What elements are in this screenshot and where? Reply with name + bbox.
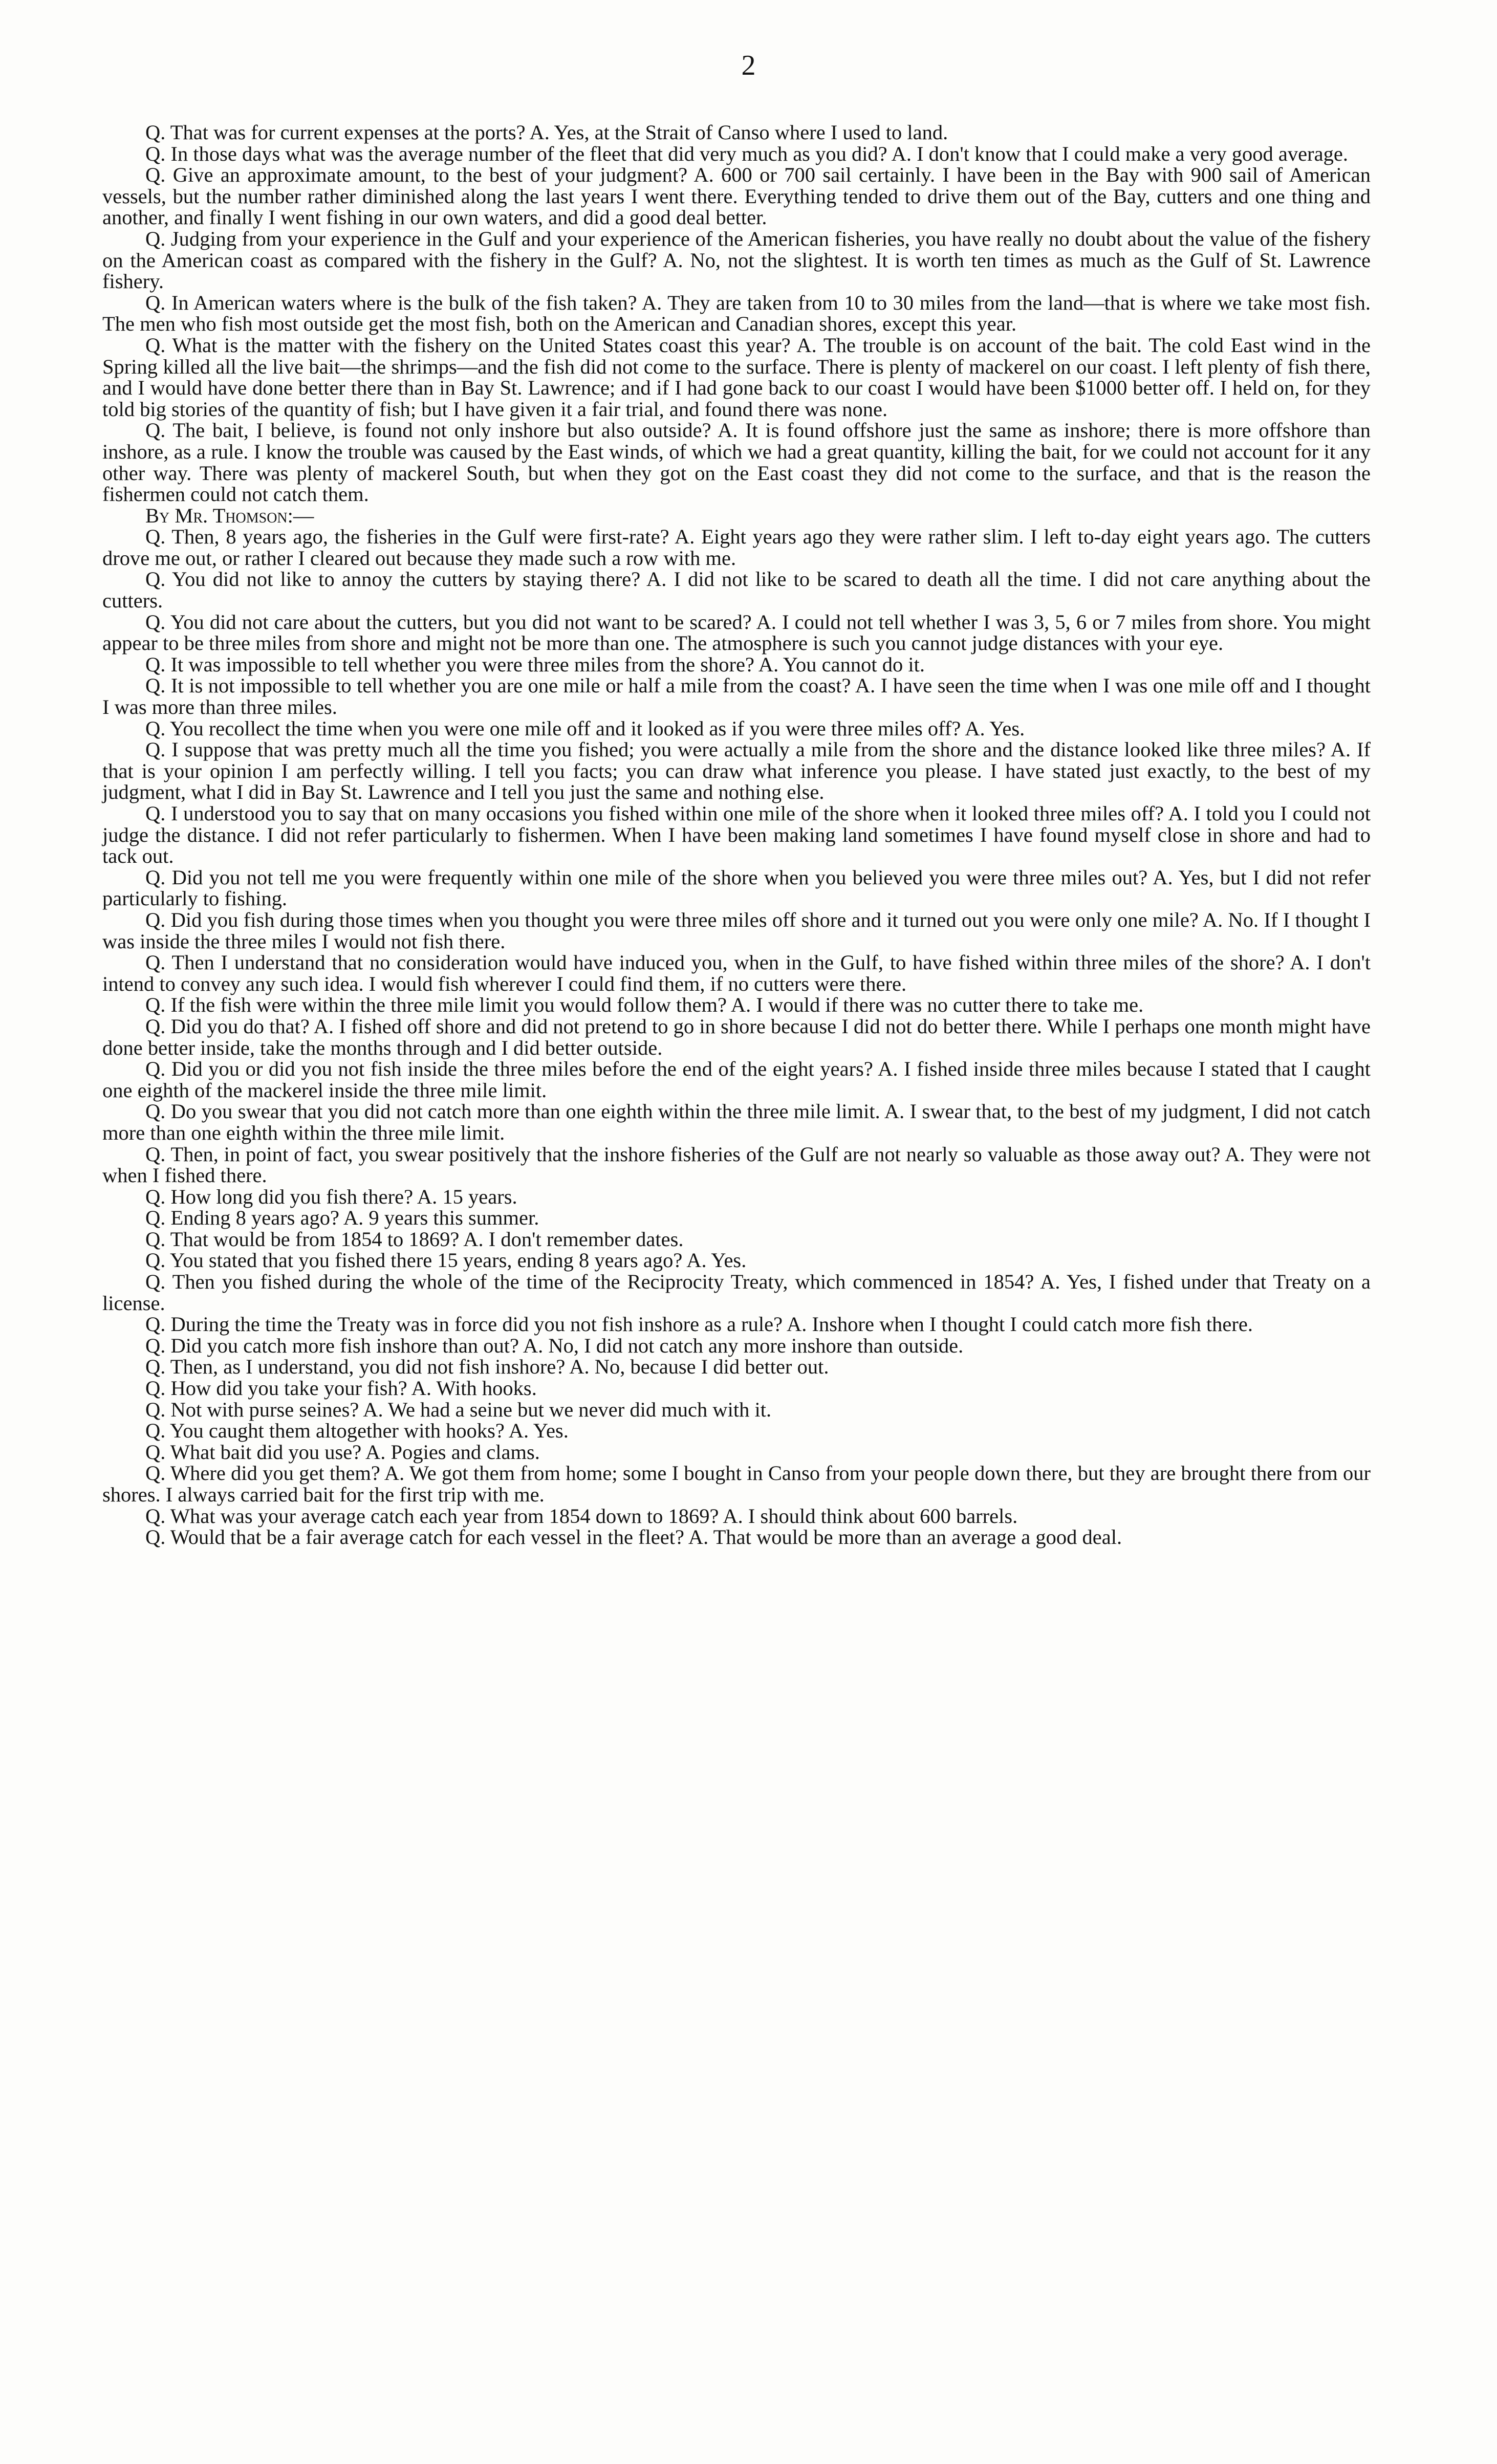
speaker-heading: By Mr. Thomson:—: [145, 504, 314, 527]
testimony-paragraph: Q. Do you swear that you did not catch more than one eighth within the three mile limit. A. I swear that, to the best of my judgment, I did not catch more than one eighth within the three mile limit.: [102, 1100, 1371, 1144]
testimony-paragraph: Q. I suppose that was pretty much all the time you fished; you were actually a mile from the shore and the distance looked like three miles? A. If that is your opinion I am perfectly willing. I tell you facts; you can draw what inference you please. I have stated just exactly, to the best of my judgment, what I did in Bay St. Lawrence and I tell you just the same and nothing else.: [102, 738, 1371, 804]
testimony-paragraph: Q. Where did you get them? A. We got them from home; some I bought in Canso from your people down there, but they are brought there from our shores. I always carried bait for the first trip with me.: [102, 1462, 1371, 1506]
testimony-paragraph: Q. During the time the Treaty was in force did you not fish inshore as a rule? A. Inshore when I thought I could catch more fish there.: [145, 1313, 1253, 1336]
testimony-paragraph: Q. What bait did you use? A. Pogies and clams.: [145, 1440, 540, 1464]
testimony-paragraph: Q. Then, 8 years ago, the fisheries in the Gulf were first-rate? A. Eight years ago they were rather slim. I left to-day eight years ago. The cutters drove me out, or rather I cleared out because they made such a row with me.: [102, 525, 1371, 570]
testimony-paragraph: Q. Did you or did you not fish inside the three miles before the end of the eight years? A. I fished inside three miles because I stated that I caught one eighth of the mackerel inside the three mile limit.: [102, 1057, 1371, 1102]
testimony-paragraph: Q. It was impossible to tell whether you were three miles from the shore? A. You cannot do it.: [145, 652, 925, 676]
testimony-paragraph: Q. I understood you to say that on many occasions you fished within one mile of the shore when it looked three miles off? A. I told you I could not judge the distance. I did not refer particularly to fishermen. When I have been making land sometimes I have found myself close in shore and had to tack out.: [102, 802, 1371, 868]
testimony-paragraph: Q. You recollect the time when you were one mile off and it looked as if you were three miles off? A. Yes.: [145, 716, 1025, 740]
testimony-paragraph: Q. You caught them altogether with hooks? A. Yes.: [145, 1419, 569, 1443]
testimony-paragraph: Q. Then you fished during the whole of the time of the Reciprocity Treaty, which commenced in 1854? A. Yes, I fished under that Treaty on a license.: [102, 1270, 1371, 1315]
testimony-paragraph: Q. You stated that you fished there 15 years, ending 8 years ago? A. Yes.: [145, 1249, 747, 1272]
testimony-paragraph: Q. Give an approximate amount, to the best of your judgment? A. 600 or 700 sail certainly. I have been in the Bay with 900 sail of American vessels, but the number rather diminished along the last years I went there. Everything tended to drive them out of the Bay, cutters and one thing and another, and finally I went fishing in our own waters, and did a good deal better.: [102, 163, 1371, 229]
testimony-paragraph: Q. If the fish were within the three mile limit you would follow them? A. I would if there was no cutter there to take me.: [145, 993, 1144, 1017]
testimony-paragraph: Q. The bait, I believe, is found not only inshore but also outside? A. It is found offshore just the same as inshore; there is more offshore than inshore, as a rule. I know the trouble was caused by the East winds, of which we had a great quantity, killing the bait, for we could not account for it any other way. There was plenty of mackerel South, but when they got on the East coast they did not come to the surface, and that is the reason the fishermen could not catch them.: [102, 419, 1371, 506]
testimony-paragraph: Q. You did not like to annoy the cutters by staying there? A. I did not like to be scared to death all the time. I did not care anything about the cutters.: [102, 568, 1371, 613]
testimony-paragraph: Q. Did you fish during those times when you thought you were three miles off shore and it turned out you were only one mile? A. No. If I thought I was inside the three miles I would not fish there.: [102, 908, 1371, 953]
text-body: [102, 122, 1371, 1548]
page-number: 2: [741, 50, 756, 81]
testimony-paragraph: Q. Then, in point of fact, you swear positively that the inshore fisheries of the Gulf are not nearly so valuable as those away out? A. They were not when I fished there.: [102, 1142, 1371, 1187]
testimony-paragraph: Q. How long did you fish there? A. 15 years.: [145, 1185, 517, 1208]
testimony-paragraph: Q. You did not care about the cutters, but you did not want to be scared? A. I could not tell whether I was 3, 5, 6 or 7 miles from shore. You might appear to be three miles from shore and might not be more than one. The atmosphere is such you cannot judge distances with your eye.: [102, 610, 1371, 655]
testimony-paragraph: Q. What is the matter with the fishery on the United States coast this year? A. The trouble is on account of the bait. The cold East wind in the Spring killed all the live bait—the shrimps—and the fish did not come to the surface. There is plenty of mackerel on our coast. I left plenty of fish there, and I would have done better there than in Bay St. Lawrence; and if I had gone back to our coast I would have been $1000 better off. I held on, for they told big stories of the quantity of fish; but I have given it a fair trial, and found there was none.: [102, 333, 1371, 421]
testimony-paragraph: Q. It is not impossible to tell whether you are one mile or half a mile from the coast? A. I have seen the time when I was one mile off and I thought I was more than three miles.: [102, 674, 1371, 719]
testimony-paragraph: Q. How did you take your fish? A. With hooks.: [145, 1377, 537, 1400]
testimony-paragraph: Q. Did you do that? A. I fished off shore and did not pretend to go in shore because I did not do better there. While I perhaps one month might have done better inside, take the months through and I did better outside.: [102, 1014, 1371, 1059]
testimony-paragraph: Q. Judging from your experience in the Gulf and your experience of the American fisheries, you have really no doubt about the value of the fishery on the American coast as compared with the fishery in the Gulf? A. No, not the slightest. It is worth ten times as much as the Gulf of St. Lawrence fishery.: [102, 227, 1371, 293]
testimony-paragraph: Q. Would that be a fair average catch for each vessel in the fleet? A. That would be more than an average a good deal.: [145, 1525, 1122, 1549]
testimony-paragraph: Q. That was for current expenses at the ports? A. Yes, at the Strait of Canso where I used to land.: [145, 121, 948, 144]
testimony-paragraph: Q. Ending 8 years ago? A. 9 years this summer.: [145, 1206, 539, 1230]
testimony-paragraph: Q. Then I understand that no consideration would have induced you, when in the Gulf, to have fished within three miles of the shore? A. I don't intend to convey any such idea. I would fish wherever I could find them, if no cutters were there.: [102, 951, 1371, 995]
testimony-paragraph: Q. That would be from 1854 to 1869? A. I don't remember dates.: [145, 1227, 684, 1251]
testimony-paragraph: Q. Did you not tell me you were frequently within one mile of the shore when you believed you were three miles out? A. Yes, but I did not refer particularly to fishing.: [102, 865, 1371, 910]
testimony-paragraph: Q. In those days what was the average number of the fleet that did very much as you did? A. I don't know that I could make a very good average.: [145, 142, 1348, 165]
testimony-paragraph: Q. Not with purse seines? A. We had a seine but we never did much with it.: [145, 1398, 772, 1421]
testimony-paragraph: Q. What was your average catch each year from 1854 down to 1869? A. I should think about 600 barrels.: [145, 1504, 1018, 1528]
testimony-paragraph: Q. Did you catch more fish inshore than out? A. No, I did not catch any more inshore than outside.: [145, 1334, 964, 1357]
testimony-paragraph: Q. In American waters where is the bulk of the fish taken? A. They are taken from 10 to 30 miles from the land—that is where we take most fish. The men who fish most outside get the most fish, both on the American and Canadian shores, except this year.: [102, 291, 1371, 336]
testimony-paragraph: Q. Then, as I understand, you did not fish inshore? A. No, because I did better out.: [145, 1355, 829, 1379]
